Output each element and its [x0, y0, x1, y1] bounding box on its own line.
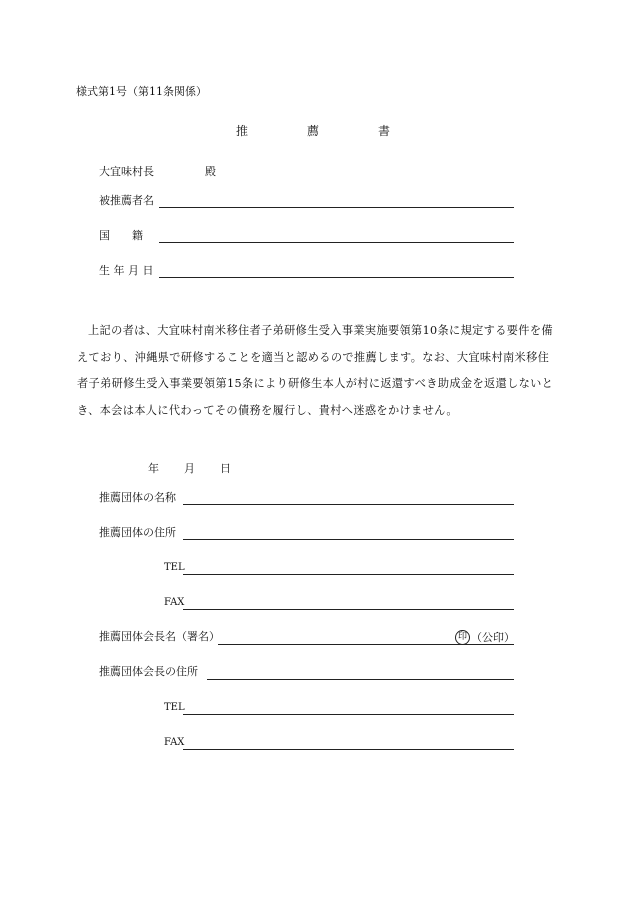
seal-note: （公印） [471, 630, 515, 644]
org-fax-label: FAX [164, 597, 185, 608]
president-name-label: 推薦団体会長名（署名） [99, 630, 220, 643]
addressee-honorific: 殿 [205, 165, 216, 178]
addressee-name: 大宜味村長 [99, 165, 154, 178]
title-char: 書 [378, 124, 391, 138]
official-seal [455, 630, 515, 645]
president-tel-label: TEL [164, 702, 185, 713]
org-name-line[interactable] [183, 504, 514, 505]
president-address-label: 推薦団体会長の住所 [99, 665, 198, 678]
date-day: 日 [220, 462, 231, 475]
nationality-line[interactable] [159, 242, 514, 243]
org-name-label: 推薦団体の名称 [99, 491, 176, 504]
date-year: 年 [148, 462, 159, 475]
seal-icon: 印 [455, 630, 470, 645]
president-address-line[interactable] [207, 679, 514, 680]
title-char: 薦 [307, 124, 320, 138]
birthdate-line[interactable] [159, 277, 514, 278]
president-fax-label: FAX [164, 737, 185, 748]
birthdate-label: 生 年 月 日 [99, 264, 154, 277]
president-tel-line[interactable] [183, 714, 514, 715]
president-fax-line[interactable] [183, 749, 514, 750]
org-tel-label: TEL [164, 562, 185, 573]
body-text: 上記の者は、大宜味村南米移住者子弟研修生受入事業実施要領第10条に規定する要件を備えており、沖縄県で研修することを適当と認めるので推薦します。なお、大宜味村南米移住者子弟研修生受入事業要領第15条により研修生本人が村に返還すべき助成金を返還しないとき、本会は本人に代わってその債務を履行し、貴村へ迷惑をかけません。 [77, 324, 554, 417]
title-char: 推 [236, 124, 249, 138]
date-month: 月 [184, 462, 195, 475]
org-address-line[interactable] [183, 539, 514, 540]
candidate-name-line[interactable] [159, 207, 514, 208]
nationality-label: 国 籍 [99, 229, 143, 242]
org-address-label: 推薦団体の住所 [99, 526, 176, 539]
body-paragraph [77, 318, 555, 424]
candidate-name-label: 被推薦者名 [99, 194, 154, 207]
org-fax-line[interactable] [183, 609, 514, 610]
org-tel-line[interactable] [183, 574, 514, 575]
form-number: 様式第1号（第11条関係） [76, 85, 207, 98]
